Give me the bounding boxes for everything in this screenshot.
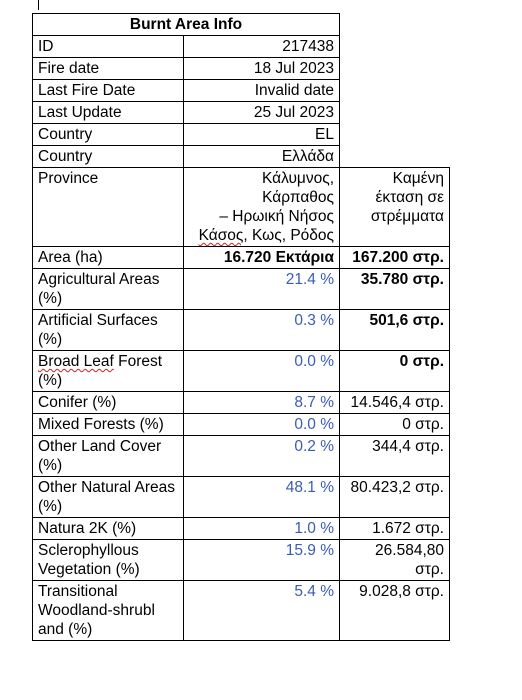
- conifer-percent: 8.7 %: [184, 392, 340, 414]
- mixed-forests-stremmata: 0 στρ.: [340, 414, 450, 436]
- fire-date-value: 18 Jul 2023: [184, 58, 340, 80]
- area-label: Area (ha): [33, 247, 184, 269]
- sclerophyllous-percent: 15.9 %: [184, 540, 340, 581]
- artificial-stremmata: 501,6 στρ.: [340, 310, 450, 351]
- province-value: [184, 168, 340, 247]
- province-label: Province: [33, 168, 184, 247]
- province-row: [33, 168, 450, 247]
- agricultural-stremmata: 35.780 στρ.: [340, 269, 450, 310]
- info-row-country-code: [33, 124, 450, 146]
- broad-leaf-percent: 0.0 %: [184, 351, 340, 392]
- burnt-area-info-table: [32, 13, 450, 641]
- country-code-value: EL: [184, 124, 340, 146]
- province-line-3-rest: , Κως, Ρόδος: [243, 227, 334, 244]
- natura-2k-stremmata: 1.672 στρ.: [340, 518, 450, 540]
- id-label: ID: [33, 36, 184, 58]
- mixed-forests-label: Mixed Forests (%): [33, 414, 184, 436]
- broad-leaf-label: [33, 351, 184, 392]
- last-update-label: Last Update: [33, 102, 184, 124]
- conifer-stremmata: 14.546,4 στρ.: [340, 392, 450, 414]
- fire-date-label: Fire date: [33, 58, 184, 80]
- other-land-cover-stremmata: 344,4 στρ.: [340, 436, 450, 477]
- id-value: 217438: [184, 36, 340, 58]
- sclerophyllous-stremmata: 26.584,80 στρ.: [340, 540, 450, 581]
- last-fire-date-value: Invalid date: [184, 80, 340, 102]
- province-line-1: Κάλυμνος, Κάρπαθος: [261, 170, 334, 206]
- last-update-value: 25 Jul 2023: [184, 102, 340, 124]
- conifer-label: Conifer (%): [33, 392, 184, 414]
- last-fire-date-label: Last Fire Date: [33, 80, 184, 102]
- province-line-3-kasos: Κάσος: [198, 227, 244, 244]
- other-land-cover-label: Other Land Cover (%): [33, 436, 184, 477]
- broad-leaf-label-a: Broad Leaf: [38, 353, 114, 370]
- table-title-row: [33, 14, 450, 36]
- table-row: [33, 351, 450, 392]
- province-line-2: – Ηρωική Νήσος: [219, 208, 334, 225]
- transitional-label: Transitional Woodland-shrubl and (%): [33, 581, 184, 641]
- text-cursor: [38, 0, 39, 10]
- natura-2k-percent: 1.0 %: [184, 518, 340, 540]
- other-natural-label: Other Natural Areas (%): [33, 477, 184, 518]
- broad-leaf-label-b: Forest (%): [38, 353, 163, 389]
- table-row: [33, 436, 450, 477]
- table-row: [33, 269, 450, 310]
- other-land-cover-percent: 0.2 %: [184, 436, 340, 477]
- table-row: [33, 518, 450, 540]
- info-row-id: [33, 36, 450, 58]
- country-name-label: Country: [33, 146, 184, 168]
- table-row: [33, 392, 450, 414]
- country-name-value: Ελλάδα: [184, 146, 340, 168]
- info-row-country-name: [33, 146, 450, 168]
- mixed-forests-percent: 0.0 %: [184, 414, 340, 436]
- table-title: Burnt Area Info: [33, 14, 340, 36]
- table-row: [33, 414, 450, 436]
- artificial-percent: 0.3 %: [184, 310, 340, 351]
- broad-leaf-stremmata: 0 στρ.: [340, 351, 450, 392]
- country-code-label: Country: [33, 124, 184, 146]
- info-row-last-update: [33, 102, 450, 124]
- transitional-percent: 5.4 %: [184, 581, 340, 641]
- area-stremmata: 167.200 στρ.: [340, 247, 450, 269]
- artificial-label: Artificial Surfaces (%): [33, 310, 184, 351]
- area-value: 16.720 Εκτάρια: [184, 247, 340, 269]
- other-natural-percent: 48.1 %: [184, 477, 340, 518]
- area-row: [33, 247, 450, 269]
- sclerophyllous-label: Sclerophyllous Vegetation (%): [33, 540, 184, 581]
- info-row-last-fire-date: [33, 80, 450, 102]
- other-natural-stremmata: 80.423,2 στρ.: [340, 477, 450, 518]
- info-row-fire-date: [33, 58, 450, 80]
- transitional-stremmata: 9.028,8 στρ.: [340, 581, 450, 641]
- table-row: [33, 540, 450, 581]
- table-row: [33, 310, 450, 351]
- table-row: [33, 477, 450, 518]
- agricultural-label: Agricultural Areas (%): [33, 269, 184, 310]
- agricultural-percent: 21.4 %: [184, 269, 340, 310]
- burnt-area-stremmata-header: Καμένη έκταση σε στρέμματα: [340, 168, 450, 247]
- table-row: [33, 581, 450, 641]
- natura-2k-label: Natura 2K (%): [33, 518, 184, 540]
